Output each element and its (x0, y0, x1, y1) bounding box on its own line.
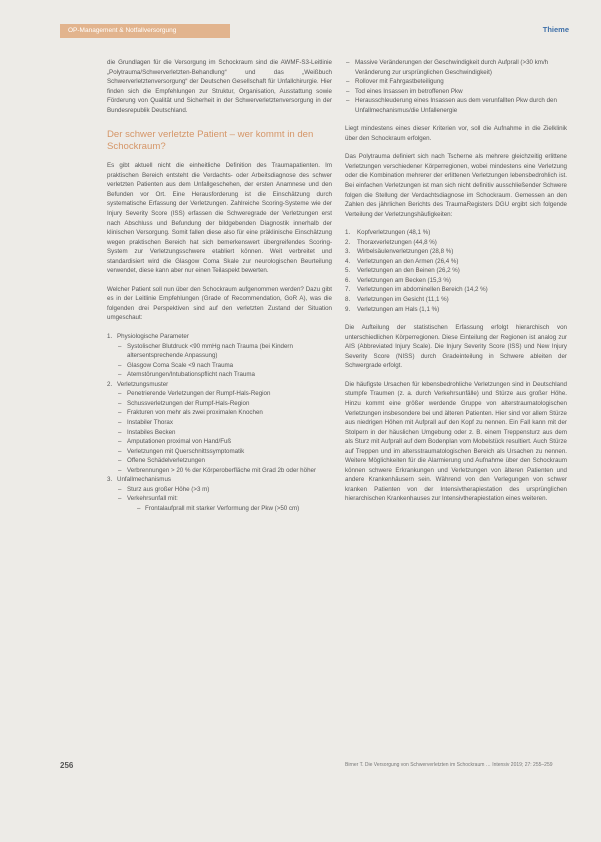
list-item-text: Verletzungen am Hals (1,1 %) (357, 305, 440, 313)
body-paragraph: Die häufigste Ursachen für lebensbedrohliche Verletzungen sind in Deutschland stumpfe Traumen (z. a. durch Verkehrsunfälle) und Stürze aus großer Höhe. Hinzu kommt eine größer werdende Gruppe von alterstraumatologischen Verletzungen insbesondere bei und älteren Patienten. Hier sind vor allem Stürze aus niedrigen Höhen mit Aufprall auf den Kopf zu nennen. Ein Fall kann mit der Stolpern in der häuslichen Umgebung oder z. B. einem Treppensturz aus dem als Sturz mit Aufprall auf dem Bodenplan vom Mobelstück resultiert. Auch Stürze auf Treppen und im altersstraumatologischen Bereich als Ursachen zu nennen. Weitere Möglichkeiten für die Alarmierung und Aufnahme über den Schockraum können schwere Erkrankungen und Verletzungen von älteren Patienten und andere Krankenhäusern sein. Während von den Verlegungen von schwer kranken Patienten von der Intensivtherapiestation des ursprünglichen hierarchischen Krankenhauses zur Intensivtherapiestation eines weiteren. (345, 380, 567, 503)
list-item-text: Verletzungen am Becken (15,3 %) (357, 276, 451, 284)
list-number: 6. (345, 276, 351, 284)
list-number: 5. (345, 267, 351, 275)
right-column (345, 58, 567, 513)
criteria-sublist (117, 342, 332, 380)
list-number: 7. (345, 286, 351, 294)
list-item: – Atemstörungen/Intubationspflicht nach Trauma (117, 370, 332, 380)
list-item (345, 257, 567, 267)
list-number: 3. (107, 476, 113, 484)
body-paragraph: Welcher Patient soll nun über den Schockraum aufgenommen werden? Dazu gibt es in der Leitlinie Empfehlungen (Grade of Recommendation, GoR A), was die folgenden drei Perspektiven sind auf den verletzten Zustand der Situation umgeschaut: (107, 285, 332, 322)
list-item (345, 276, 567, 286)
list-item: – Verbrennungen > 20 % der Körperoberfläche mit Grad 2b oder höher (117, 466, 332, 476)
list-number: 2. (107, 380, 113, 388)
list-item-text: Kopfverletzungen (48,1 %) (357, 229, 431, 237)
list-number: 2. (345, 238, 351, 246)
list-item-text: Thoraxverletzungen (44,8 %) (357, 238, 437, 246)
list-item: – Tod eines Insassen im betroffenen Pkw (345, 87, 567, 97)
list-item: – Offene Schädelverletzungen (117, 456, 332, 466)
list-number: 4. (345, 257, 351, 265)
list-item: – Penetrierende Verletzungen der Rumpf-Hals-Region (117, 389, 332, 399)
list-item (345, 305, 567, 315)
list-item (345, 238, 567, 248)
continued-list (345, 58, 567, 115)
list-item-label: Verkehrsunfall mit: (127, 495, 178, 503)
intro-paragraph: die Grundlagen für die Versorgung im Schockraum sind die AWMF-S3-Leitlinie „Polytrauma/Schwerverletzten-Behandlung“ und das „Weißbuch Schwerverletztenversorgung“ der Deutschen Gesellschaft für Unfallchirurgie. Hier finden sich die Empfehlungen zur Struktur, Organisation, Ausstattung sowie Förderung von Qualität und Sicherheit in der Schwerverletztenversorgung in der Bundesrepublik Deutschland. (107, 59, 332, 114)
list-item (345, 247, 567, 257)
list-item (345, 228, 567, 238)
list-item: – Glasgow Coma Scale <9 nach Trauma (117, 361, 332, 371)
list-item: – Herausschleuderung eines Insassen aus dem verunfallten Pkw durch den Unfallmechanismus/die Unfallenergie (345, 96, 567, 115)
section-heading: Der schwer verletzte Patient – wer kommt in den Schockraum? (107, 129, 314, 153)
list-item: – Systolischer Blutdruck <90 mmHg nach Trauma (bei Kindern altersentsprechende Anpassung) (117, 342, 332, 361)
injury-distribution-list (345, 228, 567, 314)
list-item: – Frakturen von mehr als zwei proximalen Knochen (117, 408, 332, 418)
list-item: – Amputationen proximal von Hand/Fuß (117, 437, 332, 447)
body-paragraph: Das Polytrauma definiert sich nach Tscherne als mehrere gleichzeitig erlittene Verletzungen verschiedener Körperregionen, wobei mindestens eine Verletzung oder die Kombination mehrerer der erlittenen Verletzungen lebensbedrohlich ist. Bei einfachen Verletzungen ist man sich nicht definitiv ausschließender Schwere folgen die Stellung der Verdachtsdiagnose im Schockraum. Gemessen an den Zahlen des jährlichen Berichts des TraumaRegisters DGU ergibt sich folgende Verteilung der Verletzungshäufigkeiten: (345, 153, 567, 218)
list-number: 8. (345, 296, 351, 304)
criteria-sublist (117, 485, 332, 514)
section-label: OP-Management & Notfallversorgung (60, 24, 230, 38)
publisher-logo: Thieme (542, 25, 569, 34)
list-number: 9. (345, 305, 351, 313)
criteria-list (107, 332, 332, 513)
list-item (345, 266, 567, 276)
list-item (345, 285, 567, 295)
list-item: – Sturz aus großer Höhe (>3 m) (117, 485, 332, 495)
list-number: 1. (345, 229, 351, 237)
left-column (107, 58, 332, 513)
list-item: – Rollover mit Fahrgastbeteiligung (345, 77, 567, 87)
footer-citation: Birner T. Die Versorgung von Schwerverletzten im Schockraum … Intensiv 2019; 27: 255–259 (345, 762, 553, 768)
criteria-item (107, 332, 332, 380)
list-item (117, 494, 332, 513)
list-item-text: Verletzungen im Gesicht (11,1 %) (357, 296, 449, 304)
list-item-text: Wirbelsäulenverletzungen (28,8 %) (357, 248, 454, 256)
list-item (345, 295, 567, 305)
list-item: – Instabiles Becken (117, 428, 332, 438)
body-paragraph: Liegt mindestens eines dieser Kriterien vor, soll die Aufnahme in die Zielklinik über den Schockraum erfolgen. (345, 125, 567, 142)
criteria-item (107, 475, 332, 513)
criteria-item (107, 380, 332, 475)
nested-sublist (127, 504, 332, 514)
list-item-text: Verletzungen an den Beinen (26,2 %) (357, 267, 460, 275)
list-item-text: Verletzungen im abdominellen Bereich (14,2 %) (357, 286, 488, 294)
criteria-sublist (117, 389, 332, 475)
criteria-title: Unfallmechanismus (117, 476, 171, 484)
list-item: – Schussverletzungen der Rumpf-Hals-Region (117, 399, 332, 409)
nested-list-item: – Frontalaufprall mit starker Verformung der Pkw (>50 cm) (137, 504, 332, 514)
criteria-title: Verletzungsmuster (117, 380, 169, 388)
body-paragraph: Es gibt aktuell nicht die einheitliche Definition des Traumapatienten. Im praktischen Bereich entsteht die Verdachts- oder Arbeitsdiagnose des schwer verletzten Patienten aus dem Unfallgeschehen, der ersten Anamnese und den Befunden vor Ort. Eine Herausforderung ist die Einschätzung durch systematische Erfassung der Verletzungen. Zahlreiche Scoring-Systeme wie der Injury Severity Score (ISS) erfassen die Schweregrade der Verletzungen erst nach Abschluss und Befundung der bildgebenden Diagnostik innerhalb der klinischen Versorgung. Somit fallen diese also für eine präklinische Einschätzung wegen praktischen Bereich hat sich bemerkenswert übergreifendes Scoring-System zur Verletzungsschwere etabliert können. Weit verbreitet und standardisiert wird die Glasgow Coma Skale zur neurologischen Beurteilung verwendet, diese kann aber nur einen Teilaspekt bewerten. (107, 162, 332, 275)
list-number: 1. (107, 333, 113, 341)
list-item: – Instabiler Thorax (117, 418, 332, 428)
criteria-title: Physiologische Parameter (117, 333, 189, 341)
list-item: – Massive Veränderungen der Geschwindigkeit durch Aufprall (>30 km/h Veränderung zur ursprünglichen Geschwindigkeit) (345, 58, 567, 77)
list-item-text: Verletzungen an den Armen (26,4 %) (357, 257, 459, 265)
page-number: 256 (60, 761, 74, 770)
list-item: – Verletzungen mit Querschnittssymptomatik (117, 447, 332, 457)
body-paragraph: Die Aufteilung der statistischen Erfassung erfolgt hierarchisch von unterschiedlichen Körperregionen. Diese Einteilung der Regionen ist analog zur AIS (Abbreviated Injury Scale). Die Injury Severity Score (ISS) und New Injury Severity Score (NISS) durch Gradeinteilung in Schwere ableiten der Schwergrade erfolgt. (345, 324, 567, 370)
list-number: 3. (345, 248, 351, 256)
